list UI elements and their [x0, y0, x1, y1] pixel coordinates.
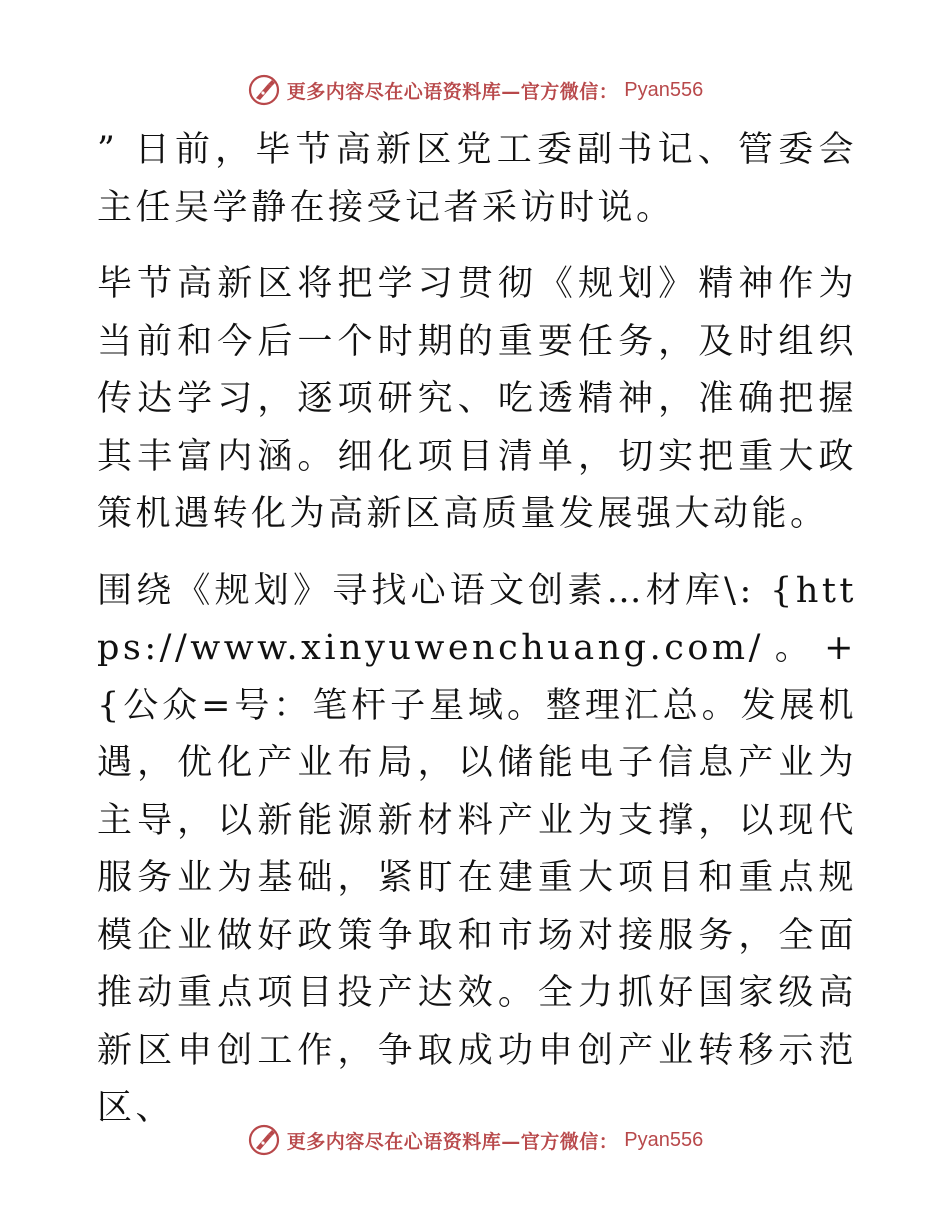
header-banner: [0, 70, 950, 110]
paragraph-1: ” 日前，毕节高新区党工委副书记、管委会主任吴学静在接受记者采访时说。: [97, 130, 857, 228]
paragraph-2: 毕节高新区将把学习贯彻《规划》精神作为当前和今后一个时期的重要任务，及时组织传达学习，逐项研究、吃透精神，准确把握其丰富内涵。细化项目清单，切实把重大政策机遇转化为高新区高质量发展强大动能。: [97, 264, 857, 534]
banner-wechat-handle: Pyan556: [624, 1128, 704, 1151]
footer-banner: [0, 1120, 950, 1160]
banner-text: 更多内容尽在心语资料库—官方微信：: [286, 80, 619, 103]
paragraph-3: 围绕《规划》寻找心语文创素…材库\: {https://www.xinyuwenchuang.com/。+{公众=号：笔杆子星域。整理汇总。发展机遇，优化产业布局，以储能电子信息产业为主导，以新能源新材料产业为支撑，以现代服务业为基础，紧盯在建重大项目和重点规模企业做好政策争取和市场对接服务，全面推动重点项目投产达效。全力抓好国家级高新区申创工作，争取成功申创产业转移示范区、: [97, 570, 857, 1128]
pen-nib-circle-icon: [247, 1123, 281, 1157]
banner-text: 更多内容尽在心语资料库—官方微信：: [286, 1130, 619, 1153]
pen-nib-circle-icon: [247, 73, 281, 107]
document-body: [97, 122, 857, 1138]
banner-wechat-handle: Pyan556: [624, 78, 704, 101]
